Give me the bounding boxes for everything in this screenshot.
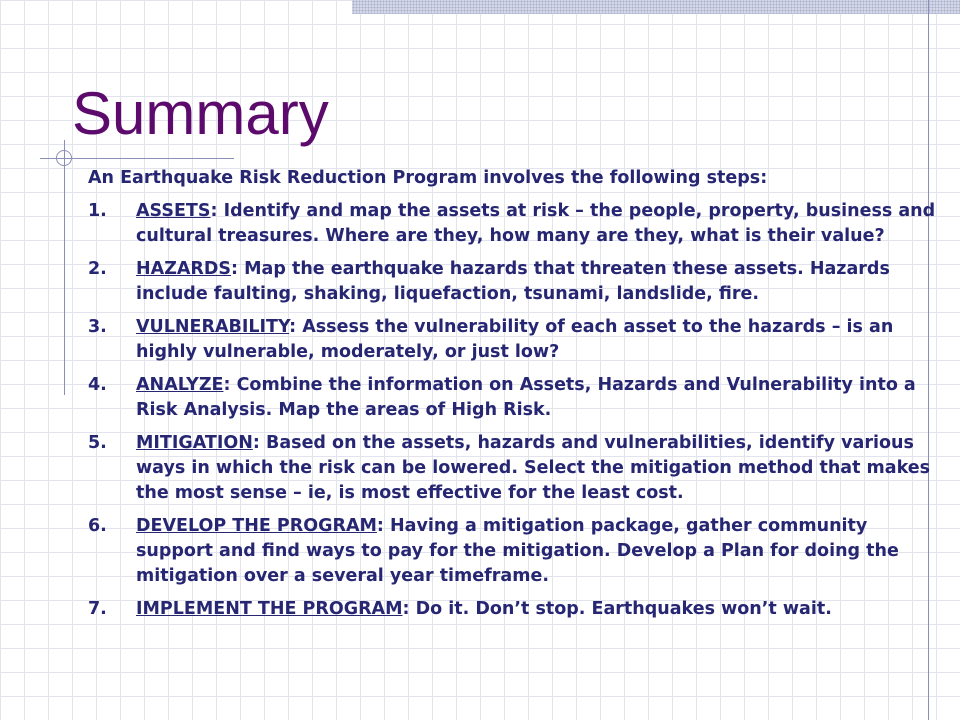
step-number: 1. (88, 201, 107, 221)
step-separator: : (289, 317, 303, 337)
intro-text: An Earthquake Risk Reduction Program involves the following steps: (88, 168, 768, 188)
step-number: 4. (88, 375, 107, 395)
step-mitigation (88, 431, 950, 506)
step-separator: : (402, 599, 416, 619)
step-text: Combine the information on Assets, Hazards and Vulnerability into a Risk Analysis. Map the areas of High Risk. (136, 375, 916, 420)
step-term: IMPLEMENT THE PROGRAM (136, 599, 403, 619)
step-hazards (88, 257, 950, 307)
step-number: 3. (88, 317, 107, 337)
step-separator: : (231, 259, 245, 279)
step-term: MITIGATION (136, 433, 253, 453)
step-analyze (88, 373, 950, 423)
step-text: Assess the vulnerability of each asset to the hazards – is an highly vulnerable, moderately, or just low? (136, 317, 894, 362)
slide-title: Summary (72, 80, 329, 147)
step-develop-program (88, 514, 950, 589)
step-text: Map the earthquake hazards that threaten these assets. Hazards include faulting, shaking, liquefaction, tsunami, landslide, fire. (136, 259, 890, 304)
step-separator: : (252, 433, 266, 453)
step-term: HAZARDS (136, 259, 232, 279)
step-separator: : (376, 516, 391, 536)
step-separator: : (223, 375, 237, 395)
step-number: 2. (88, 259, 107, 279)
decorative-ring-icon (56, 150, 72, 166)
decorative-top-band (352, 0, 960, 14)
step-text: Identify and map the assets at risk – the people, property, business and cultural treasures. Where are they, how many are they, what is their value? (136, 201, 936, 246)
step-term: VULNERABILITY (136, 317, 290, 337)
step-vulnerability (88, 315, 950, 365)
step-number: 7. (88, 599, 107, 619)
step-number: 5. (88, 433, 107, 453)
step-text: Based on the assets, hazards and vulnerabilities, identify various ways in which the risk can be lowered. Select the mitigation method that makes the most sense – ie, is most effective for the least cost. (136, 433, 931, 503)
steps-list (88, 199, 950, 622)
step-text: Having a mitigation package, gather community support and find ways to pay for the mitigation. Develop a Plan for doing the mitigation over a several year timeframe. (136, 516, 899, 586)
step-term: ASSETS (136, 201, 211, 221)
step-number: 6. (88, 516, 107, 536)
step-implement-program (88, 597, 950, 622)
step-assets (88, 199, 950, 249)
step-term: DEVELOP THE PROGRAM (136, 516, 377, 536)
step-separator: : (210, 201, 224, 221)
decorative-left-line (64, 140, 65, 395)
slide-body (88, 166, 950, 630)
step-term: ANALYZE (136, 375, 224, 395)
step-text: Do it. Don’t stop. Earthquakes won’t wait. (415, 599, 832, 619)
